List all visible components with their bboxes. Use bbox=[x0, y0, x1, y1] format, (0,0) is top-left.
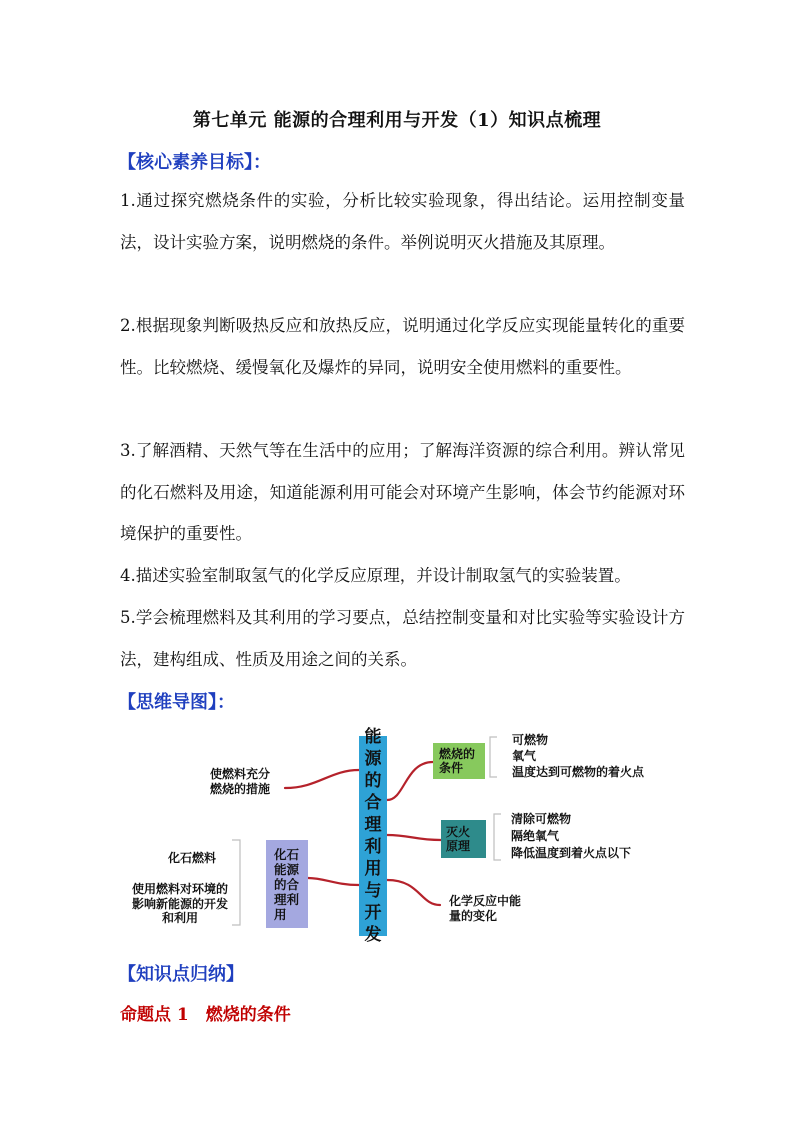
connector-full-burn bbox=[285, 770, 359, 788]
goal-paragraph-1: 1.通过探究燃烧条件的实验，分析比较实验现象，得出结论。运用控制变量法，设计实验方案，说明燃烧的条件。举例说明灭火措施及其原理。 bbox=[120, 191, 685, 252]
section-heading-mindmap: 【思维导图】： bbox=[118, 692, 235, 713]
combustion-item-2: 氧气 bbox=[512, 749, 537, 763]
extinguish-item-3: 降低温度到着火点以下 bbox=[511, 846, 632, 860]
extinguish-item-1: 清除可燃物 bbox=[511, 812, 572, 826]
goal-paragraph-4: 4.描述实验室制取氢气的化学反应原理，并设计制取氢气的实验装置。 bbox=[120, 566, 631, 585]
node-full-burn: 使燃料充分燃烧的措施 bbox=[210, 767, 271, 796]
mindmap-center-node: 能源的合理利用与开发 bbox=[359, 736, 387, 936]
node-extinguish: 灭火原理 bbox=[441, 820, 486, 858]
page-title: 第七单元 能源的合理利用与开发（1）知识点梳理 bbox=[192, 110, 602, 131]
fossil-item-2: 使用燃料对环境的影响新能源的开发和利用 bbox=[132, 882, 229, 925]
bracket-combustion bbox=[490, 737, 497, 777]
bracket-fossil bbox=[232, 840, 240, 925]
extinguish-item-2: 隔绝氧气 bbox=[511, 829, 560, 843]
connector-extinguish bbox=[387, 835, 441, 840]
node-fossil-energy: 化石能源的合理利用 bbox=[266, 840, 308, 928]
goal-paragraph-3: 3.了解酒精、天然气等在生活中的应用；了解海洋资源的综合利用。辨认常见的化石燃料及用途，知道能源利用可能会对环境产生影响，体会节约能源对环境保护的重要性。 bbox=[120, 441, 685, 543]
node-combustion-conditions: 燃烧的条件 bbox=[433, 743, 485, 779]
combustion-item-3: 温度达到可燃物的着火点 bbox=[512, 765, 645, 779]
section-heading-knowledge: 【知识点归纳】 bbox=[118, 964, 244, 985]
section-heading-goals: 【核心素养目标】： bbox=[118, 152, 271, 173]
proposition-heading-1: 命题点 1 燃烧的条件 bbox=[120, 1005, 291, 1025]
connector-fossil bbox=[308, 878, 359, 885]
combustion-item-1: 可燃物 bbox=[512, 733, 549, 747]
goal-paragraph-2: 2.根据现象判断吸热反应和放热反应，说明通过化学反应实现能量转化的重要性。比较燃烧、缓慢氧化及爆炸的异同，说明安全使用燃料的重要性。 bbox=[120, 316, 685, 377]
fossil-item-1: 化石燃料 bbox=[168, 851, 217, 865]
bracket-extinguish bbox=[494, 814, 501, 860]
connector-energy bbox=[387, 880, 440, 905]
goal-paragraph-5: 5.学会梳理燃料及其利用的学习要点，总结控制变量和对比实验等实验设计方法，建构组成、性质及用途之间的关系。 bbox=[120, 608, 685, 669]
connector-combustion bbox=[387, 762, 433, 800]
node-energy-change: 化学反应中能量的变化 bbox=[449, 894, 522, 923]
